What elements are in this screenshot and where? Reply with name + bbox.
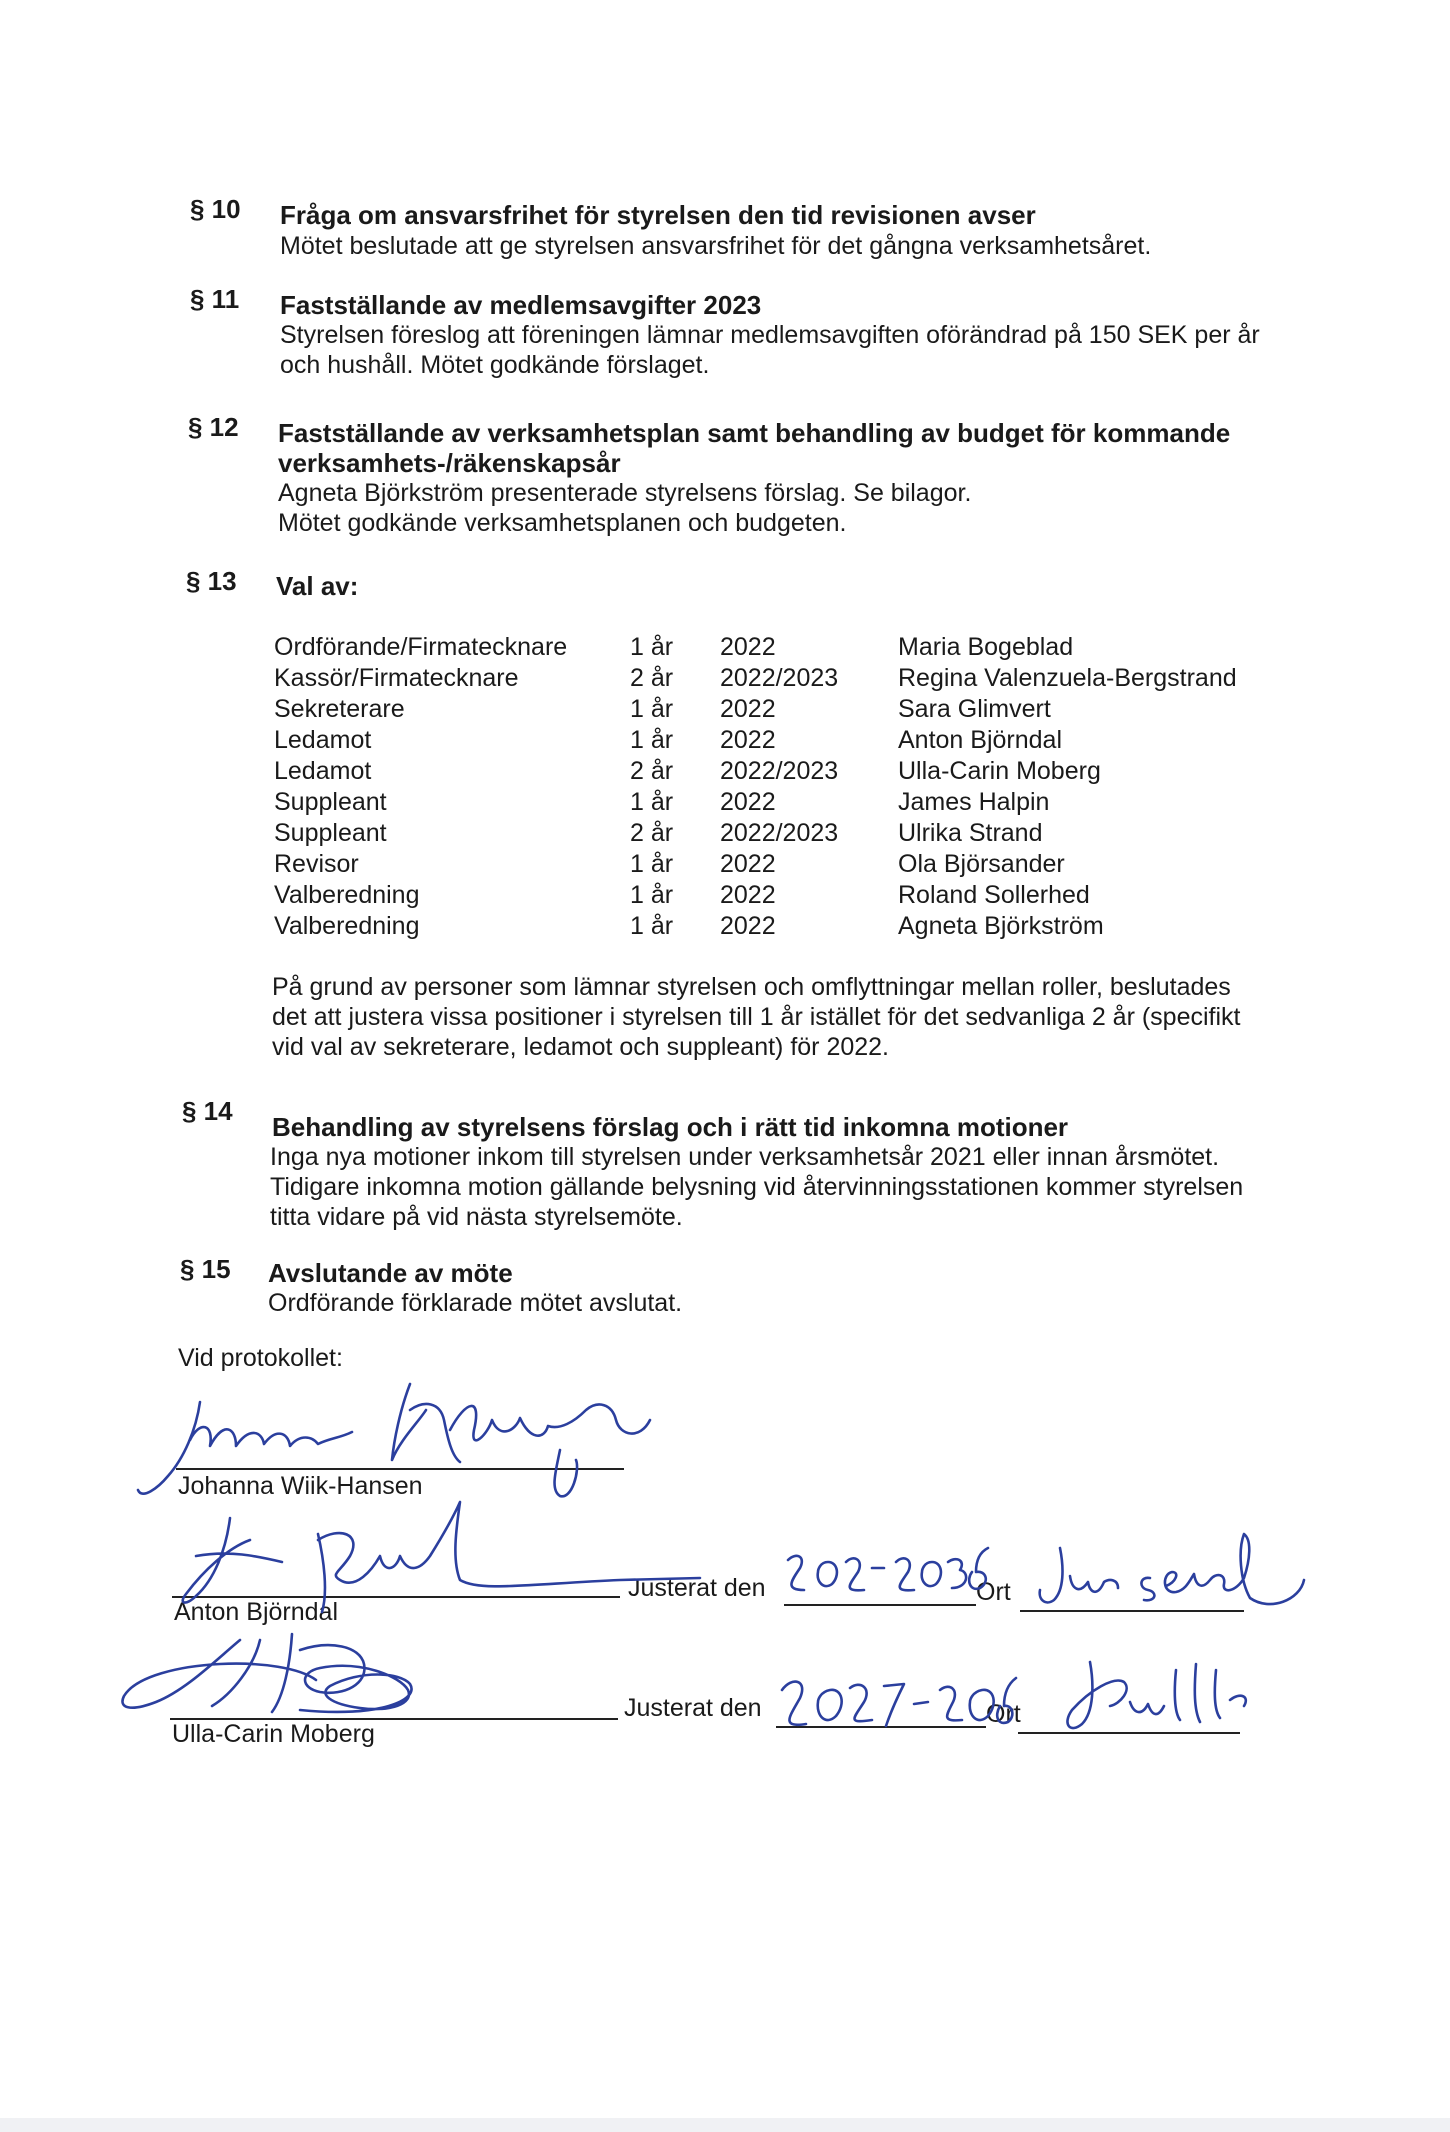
election-row bbox=[274, 911, 1294, 942]
year: 2022 bbox=[720, 850, 776, 878]
body-line: Mötet beslutade att ge styrelsen ansvarsfrihet för det gångna verksamhetsåret. bbox=[280, 232, 1152, 260]
term: 1 år bbox=[630, 850, 674, 878]
handwritten-date-1 bbox=[788, 1548, 988, 1590]
year: 2022/2023 bbox=[720, 819, 839, 847]
person-name: Ola Björsander bbox=[898, 850, 1065, 878]
person-name: Ulrika Strand bbox=[898, 819, 1043, 847]
term: 1 år bbox=[630, 788, 674, 816]
justerat-den-label: Justerat den bbox=[624, 1694, 762, 1722]
year: 2022/2023 bbox=[720, 664, 839, 692]
title-line: verksamhets-/räkenskapsår bbox=[278, 448, 621, 478]
adjuster-2-name: Ulla-Carin Moberg bbox=[172, 1720, 375, 1748]
term: 1 år bbox=[630, 633, 674, 661]
ort-line-2 bbox=[1018, 1732, 1240, 1734]
section-number: § 11 bbox=[190, 284, 240, 314]
body-line: Agneta Björkström presenterade styrelsens förslag. Se bilagor. bbox=[278, 479, 972, 507]
person-name: Roland Sollerhed bbox=[898, 881, 1090, 909]
body-line: Styrelsen föreslog att föreningen lämnar medlemsavgiften oförändrad på 150 SEK per år bbox=[280, 321, 1260, 349]
role: Ledamot bbox=[274, 726, 372, 754]
section-number: § 15 bbox=[180, 1254, 231, 1284]
date-line-2 bbox=[776, 1726, 986, 1728]
note-line: vid val av sekreterare, ledamot och suppleant) för 2022. bbox=[272, 1033, 890, 1061]
term: 2 år bbox=[630, 757, 674, 785]
election-row bbox=[274, 663, 1294, 694]
year: 2022/2023 bbox=[720, 757, 839, 785]
adjuster-1-name: Anton Björndal bbox=[174, 1598, 339, 1626]
body-line: Tidigare inkomna motion gällande belysning vid återvinningsstationen kommer styrelsen bbox=[270, 1173, 1244, 1201]
election-table bbox=[274, 632, 1294, 942]
year: 2022 bbox=[720, 912, 776, 940]
section-number: § 12 bbox=[188, 412, 239, 442]
section-number: § 10 bbox=[190, 194, 241, 224]
person-name: James Halpin bbox=[898, 788, 1050, 816]
term: 2 år bbox=[630, 819, 674, 847]
role: Valberedning bbox=[274, 881, 420, 909]
section-body bbox=[270, 1142, 1243, 1232]
section-title: Val av: bbox=[276, 571, 359, 601]
body-line: Inga nya motioner inkom till styrelsen under verksamhetsår 2021 eller innan årsmötet. bbox=[270, 1143, 1220, 1171]
ort-line-1 bbox=[1020, 1610, 1244, 1612]
person-name: Regina Valenzuela-Bergstrand bbox=[898, 664, 1237, 692]
title-line: Fastställande av verksamhetsplan samt behandling av budget för kommande bbox=[278, 418, 1231, 448]
section-body bbox=[268, 1288, 682, 1318]
term: 1 år bbox=[630, 912, 674, 940]
role: Suppleant bbox=[274, 819, 387, 847]
section-title: Fastställande av medlemsavgifter 2023 bbox=[280, 290, 762, 320]
role: Ledamot bbox=[274, 757, 372, 785]
note-line: På grund av personer som lämnar styrelsen och omflyttningar mellan roller, beslutades bbox=[272, 973, 1231, 1001]
election-row bbox=[274, 787, 1294, 818]
role: Revisor bbox=[274, 850, 359, 878]
role: Sekreterare bbox=[274, 695, 405, 723]
term: 1 år bbox=[630, 881, 674, 909]
section-number: § 14 bbox=[182, 1096, 233, 1126]
person-name: Agneta Björkström bbox=[898, 912, 1104, 940]
body-line: titta vidare på vid nästa styrelsemöte. bbox=[270, 1203, 683, 1231]
year: 2022 bbox=[720, 881, 776, 909]
role: Suppleant bbox=[274, 788, 387, 816]
ort-label: Ort bbox=[986, 1700, 1021, 1728]
election-row bbox=[274, 880, 1294, 911]
signature-ulla-carin bbox=[122, 1634, 411, 1712]
section-number: § 13 bbox=[186, 566, 237, 596]
role: Ordförande/Firmatecknare bbox=[274, 633, 568, 661]
body-line: Mötet godkände verksamhetsplanen och budgeten. bbox=[278, 509, 847, 537]
signature-line-secretary bbox=[176, 1468, 624, 1470]
election-row bbox=[274, 756, 1294, 787]
body-line: och hushåll. Mötet godkände förslaget. bbox=[280, 351, 710, 379]
election-row bbox=[274, 725, 1294, 756]
ort-label: Ort bbox=[976, 1578, 1011, 1606]
body-line: Ordförande förklarade mötet avslutat. bbox=[268, 1289, 683, 1317]
secretary-name: Johanna Wiik-Hansen bbox=[178, 1472, 423, 1500]
year: 2022 bbox=[720, 695, 776, 723]
justerat-den-label: Justerat den bbox=[628, 1574, 766, 1602]
section-title: Behandling av styrelsens förslag och i rätt tid inkomna motioner bbox=[272, 1112, 1069, 1142]
election-row bbox=[274, 694, 1294, 725]
year: 2022 bbox=[720, 788, 776, 816]
section-title: Avslutande av möte bbox=[268, 1258, 513, 1288]
note-line: det att justera vissa positioner i styrelsen till 1 år istället för det sedvanliga 2 år (specifikt bbox=[272, 1003, 1241, 1031]
date-line-1 bbox=[784, 1604, 976, 1606]
election-row bbox=[274, 849, 1294, 880]
election-row bbox=[274, 818, 1294, 849]
section-body bbox=[278, 478, 971, 538]
role: Kassör/Firmatecknare bbox=[274, 664, 519, 692]
vid-protokollet-label: Vid protokollet: bbox=[178, 1344, 343, 1372]
section-body bbox=[280, 320, 1260, 380]
role: Valberedning bbox=[274, 912, 420, 940]
section-body bbox=[280, 231, 1151, 261]
term: 1 år bbox=[630, 695, 674, 723]
bottom-strip bbox=[0, 2118, 1450, 2132]
person-name: Sara Glimvert bbox=[898, 695, 1051, 723]
section-title: Fråga om ansvarsfrihet för styrelsen den tid revisionen avser bbox=[280, 200, 1036, 230]
year: 2022 bbox=[720, 633, 776, 661]
year: 2022 bbox=[720, 726, 776, 754]
election-row bbox=[274, 632, 1294, 663]
handwritten-ort-1 bbox=[1040, 1534, 1304, 1604]
handwritten-date-2 bbox=[782, 1678, 1016, 1726]
section-title bbox=[278, 418, 1230, 478]
handwritten-ort-2 bbox=[1067, 1662, 1245, 1728]
election-note bbox=[272, 972, 1352, 1062]
person-name: Ulla-Carin Moberg bbox=[898, 757, 1101, 785]
term: 2 år bbox=[630, 664, 674, 692]
term: 1 år bbox=[630, 726, 674, 754]
person-name: Maria Bogeblad bbox=[898, 633, 1074, 661]
person-name: Anton Björndal bbox=[898, 726, 1063, 754]
